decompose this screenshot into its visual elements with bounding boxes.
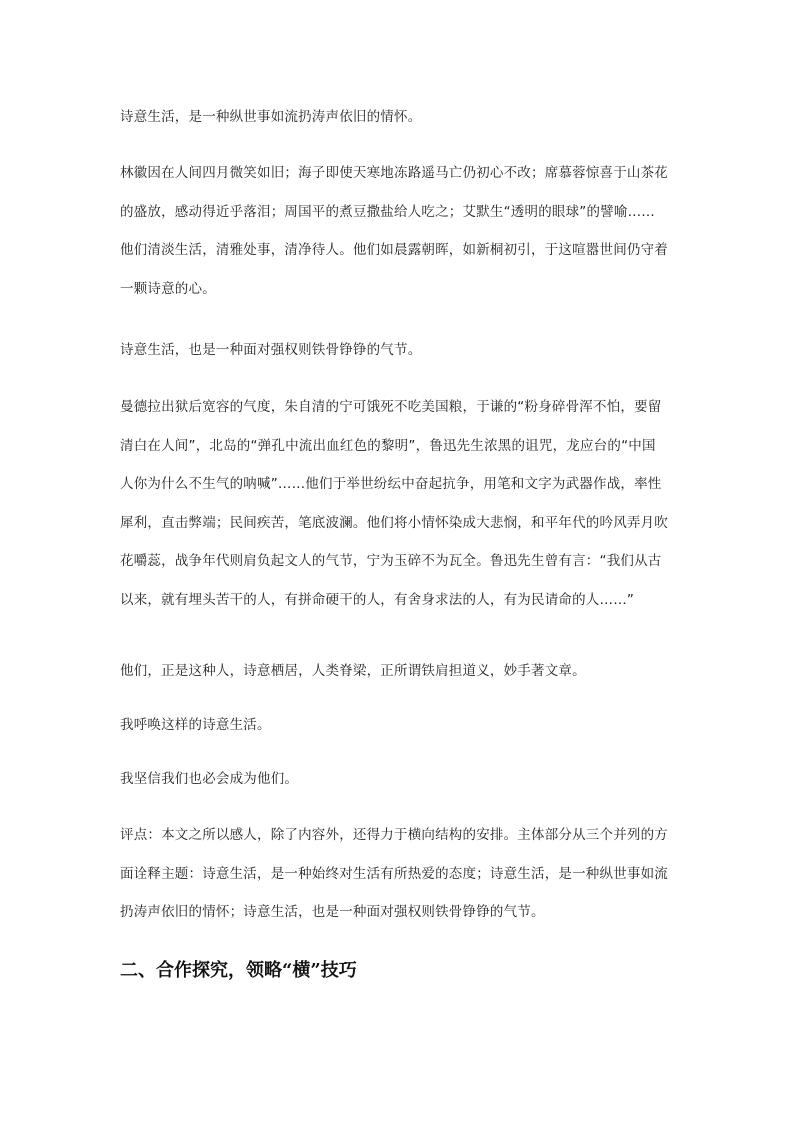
text-line: 诗意生活，也是一种面对强权则铁骨铮铮的气节。 [120,342,422,358]
text-line: 犀利，直击弊端；民间疾苦，笔底波澜。他们将小情怀染成大悲悯，和平年代的吟风弄月吹 [120,514,668,531]
commentary-paragraph [120,816,680,932]
text-line: 人你为什么不生气的呐喊”……他们于举世纷纭中奋起抗争，用笔和文字为武器作战，率性 [120,476,662,492]
paragraph-5 [120,652,680,691]
text-line: 扔涛声依旧的情怀；诗意生活，也是一种面对强权则铁骨铮铮的气节。 [120,904,545,920]
text-line: 他们，正是这种人，诗意栖居，人类脊梁，正所谓铁肩担道义，妙手著文章。 [120,663,586,679]
text-line: 评点：本文之所以感人，除了内容外，还得力于横向结构的安排。主体部分从三个并列的方 [120,827,668,843]
text-line: 林徽因在人间四月微笑如旧；海子即使天寒地冻路遥马亡仍初心不改；席慕蓉惊喜于山茶花 [120,165,668,181]
text-line: 曼德拉出狱后宽容的气度，朱自清的宁可饿死不吃美国粮，于谦的“粉身碎骨浑不怕，要留 [120,399,662,415]
text-line: 他们清淡生活，清雅处事，清净待人。他们如晨露朝晖，如新桐初引，于这喧嚣世间仍守着 [120,242,668,258]
text-line: 清白在人间”，北岛的“弹孔中流出血红色的黎明”，鲁迅先生浓黑的诅咒，龙应台的“中国 [120,437,656,454]
text-line: 诗意生活，是一种纵世事如流扔涛声依旧的情怀。 [120,109,422,125]
paragraph-4 [120,388,680,619]
text-line: 以来，就有埋头苦干的人，有拼命硬干的人，有舍身求法的人，有为民请命的人……” [120,591,635,608]
text-line: 面诠释主题：诗意生活，是一种始终对生活有所热爱的态度；诗意生活，是一种纵世事如流 [120,865,668,882]
text-line: 花嚼蕊，战争年代则肩负起文人的气节，宁为玉碎不为瓦全。鲁迅先生曾有言：“我们从古 [120,553,662,569]
paragraph-2 [120,154,680,308]
text-line: 一颗诗意的心。 [120,280,216,297]
text-line: 我坚信我们也必会成为他们。 [120,771,299,787]
paragraph-1 [120,98,680,137]
text-line: 的盛放，感动得近乎落泪；周国平的煮豆撒盐给人吃之；艾默生“透明的眼球”的譬喻…… [120,203,655,220]
section-heading: 二、合作探究，领略“横”技巧 [120,960,357,981]
paragraph-6 [120,706,680,745]
paragraph-3 [120,331,680,370]
paragraph-7 [120,760,680,799]
text-line: 我呼唤这样的诗意生活。 [120,717,271,733]
